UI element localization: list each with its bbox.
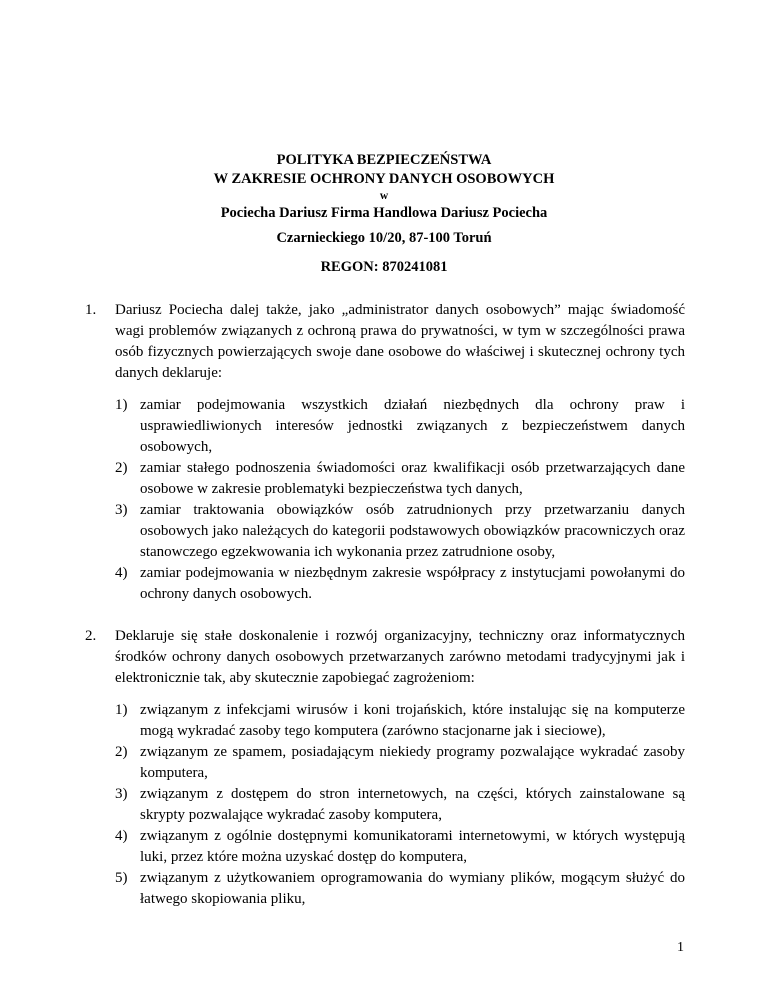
section-1 bbox=[85, 300, 685, 384]
company-regon: REGON: 870241081 bbox=[320, 259, 448, 275]
list-item-number: 1) bbox=[115, 397, 128, 413]
list-item-text: zamiar podejmowania w niezbędnym zakresie współpracy z instytucjami powołanymi do ochrony danych osobowych. bbox=[140, 565, 685, 602]
section-number: 1. bbox=[85, 302, 97, 318]
list-item bbox=[115, 826, 685, 868]
title-line-1: POLITYKA BEZPIECZEŃSTWA bbox=[276, 152, 492, 168]
list-item-number: 1) bbox=[115, 702, 128, 718]
list-item bbox=[115, 868, 685, 910]
list-item-number: 4) bbox=[115, 828, 128, 844]
list-item-number: 2) bbox=[115, 460, 128, 476]
list-item-text: zamiar traktowania obowiązków osób zatrudnionych przy przetwarzaniu danych osobowych jako należących do kategorii podstawowych obowiązków pracowniczych oraz stanowczego egzekwowania ich wykonania przez zatrudnione osoby, bbox=[140, 502, 685, 560]
list-item bbox=[115, 742, 685, 784]
list-item-text: zamiar podejmowania wszystkich działań niezbędnych dla ochrony praw i usprawiedliwionych interesów jednostki związanych z bezpieczeństwem danych osobowych, bbox=[140, 397, 685, 455]
document-title bbox=[0, 151, 768, 277]
list-item-text: związanym z ogólnie dostępnymi komunikatorami internetowymi, w których występują luki, przez które można uzyskać dostęp do komputera, bbox=[140, 828, 685, 865]
section-2 bbox=[85, 626, 685, 689]
list-item bbox=[115, 395, 685, 458]
list-item-number: 4) bbox=[115, 565, 128, 581]
list-item-text: zamiar stałego podnoszenia świadomości oraz kwalifikacji osób przetwarzających dane osobowe w zakresie problematyki bezpieczeństwa tych danych, bbox=[140, 460, 685, 497]
company-name: Pociecha Dariusz Firma Handlowa Dariusz Pociecha bbox=[220, 205, 548, 221]
company-address: Czarnieckiego 10/20, 87-100 Toruń bbox=[276, 230, 492, 246]
page-number: 1 bbox=[677, 940, 684, 955]
list-item-number: 3) bbox=[115, 786, 128, 802]
section-text: Dariusz Pociecha dalej także, jako „administrator danych osobowych” mając świadomość wagi problemów związanych z ochroną prawa do prywatności, w tym w szczególności prawa osób fizycznych powierzających swoje dane osobowe do właściwej i skutecznej ochrony tych danych deklaruje: bbox=[115, 302, 685, 381]
list-item bbox=[115, 563, 685, 605]
list-item-text: związanym z użytkowaniem oprogramowania do wymiany plików, mogącym służyć do łatwego skopiowania pliku, bbox=[140, 870, 685, 907]
list-item-text: związanym z infekcjami wirusów i koni trojańskich, które instalując się na komputerze mogą wykradać zasoby tego komputera (zarówno stacjonarne jak i sieciowe), bbox=[140, 702, 685, 739]
title-line-2: W ZAKRESIE OCHRONY DANYCH OSOBOWYCH bbox=[213, 171, 555, 187]
section-1-list bbox=[115, 395, 685, 605]
list-item-number: 5) bbox=[115, 870, 128, 886]
list-item bbox=[115, 784, 685, 826]
list-item bbox=[115, 700, 685, 742]
list-item-number: 2) bbox=[115, 744, 128, 760]
section-text: Deklaruje się stałe doskonalenie i rozwój organizacyjny, techniczny oraz informatycznych środków ochrony danych osobowych przetwarzanych zarówno metodami tradycyjnymi jak i elektronicznie tak, aby skutecznie zapobiegać zagrożeniom: bbox=[115, 628, 685, 686]
list-item-number: 3) bbox=[115, 502, 128, 518]
list-item-text: związanym ze spamem, posiadającym niekiedy programy pozwalające wykradać zasoby komputera, bbox=[140, 744, 685, 781]
list-item bbox=[115, 500, 685, 563]
section-number: 2. bbox=[85, 628, 97, 644]
list-item-text: związanym z dostępem do stron internetowych, na części, których zainstalowane są skrypty pozwalające wykradać zasoby komputera, bbox=[140, 786, 685, 823]
title-line-3: w bbox=[379, 190, 389, 202]
list-item bbox=[115, 458, 685, 500]
section-2-list bbox=[115, 700, 685, 910]
